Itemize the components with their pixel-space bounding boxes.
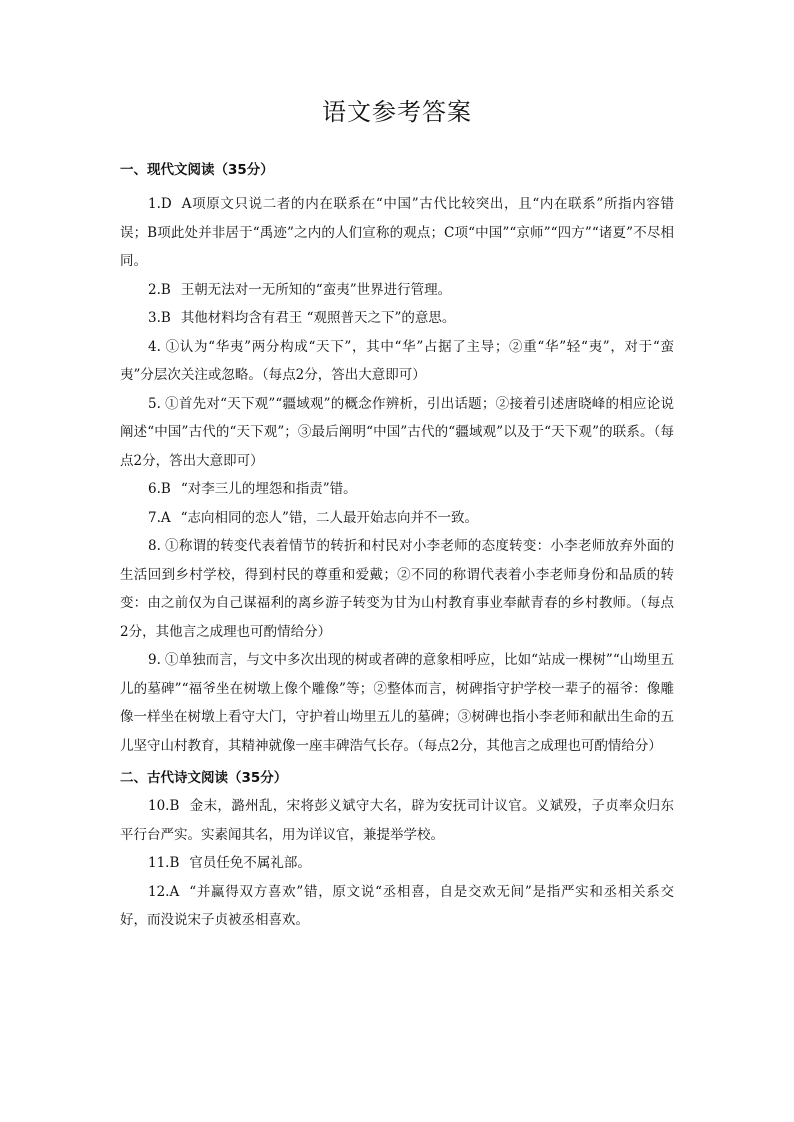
answer-item <box>120 390 674 476</box>
answer-item <box>120 190 674 276</box>
answer-item <box>120 475 674 504</box>
answer-number: 6.B <box>148 481 171 497</box>
answer-text: ①称谓的转变代表着情节的转折和村民对小李老师的态度转变：小李老师放弃外面的生活回到乡村学校，得到村民的尊重和爱戴；②不同的称谓代表着小李老师身份和品质的转变：由之前仅为自己谋福利的离乡游子转变为甘为山村教育事业奉献青春的乡村教师。（每点2分，其他言之成理也可酌情给分） <box>120 538 674 640</box>
answer-item <box>120 878 674 935</box>
answer-item <box>120 333 674 390</box>
section-heading: 二、古代诗文阅读（35分） <box>120 770 288 786</box>
answer-item <box>120 276 674 305</box>
answer-number: 11.B <box>148 855 180 871</box>
page-title: 语文参考答案 <box>322 98 472 126</box>
answer-item <box>120 792 674 849</box>
answer-number: 3.B <box>148 310 171 326</box>
answer-text: 王朝无法对一无所知的“蛮夷”世界进行管理。 <box>180 281 452 298</box>
section-modern-reading <box>120 160 674 760</box>
answer-item <box>120 849 674 878</box>
answer-number: 5. <box>148 395 161 412</box>
answer-text: ①认为“华夷”两分构成“天下”，其中“华”占据了主导；②重“华”轻“夷”，对于“蛮夷”分层次关注或忽略。（每点2分，答出大意即可） <box>120 338 674 383</box>
answer-number: 9. <box>148 652 161 668</box>
answer-text: 其他材料均含有君王 “观照普天之下”的意思。 <box>180 310 456 326</box>
answer-number: 1.D <box>148 196 172 212</box>
answer-item <box>120 304 674 333</box>
answer-number: 2.B <box>148 281 171 298</box>
answer-text: “并赢得双方喜欢”错，原文说“丞相喜，自是交欢无间”是指严实和丞相关系交好，而没说宋子贞被丞相喜欢。 <box>120 883 674 928</box>
answer-number: 12.A <box>148 883 180 900</box>
answer-text: ①首先对“天下观”“疆域观”的概念作辨析，引出话题；②接着引述唐晓峰的相应论说阐述“中国”古代的“天下观”；③最后阐明“中国”古代的“疆域观”以及于“天下观”的联系。（每点2分，答出大意即可） <box>120 395 674 469</box>
answer-text: 金末，潞州乱，宋将彭义斌守大名，辟为安抚司计议官。义斌殁，子贞率众归东平行台严实。实素闻其名，用为详议官，兼提举学校。 <box>120 798 674 843</box>
answer-item <box>120 504 674 533</box>
answer-text: 官员任免不属礼部。 <box>189 855 311 871</box>
answer-number: 4. <box>148 338 161 355</box>
answer-text: “对李三儿的埋怨和指责”错。 <box>180 481 357 497</box>
answer-text: ①单独而言，与文中多次出现的树或者碑的意象相呼应，比如“站成一棵树”“山坳里五儿的墓碑”“福爷坐在树墩上像个雕像”等；②整体而言，树碑指守护学校一辈子的福爷：像雕像一样坐在树墩上看守大门，守护着山坳里五儿的墓碑；③树碑也指小李老师和献出生命的五儿坚守山村教育，其精神就像一座丰碑浩气长存。（每点2分，其他言之成理也可酌情给分） <box>120 652 674 754</box>
answer-text: A项原文只说二者的内在联系在“中国”古代比较突出，且“内在联系”所指内容错误；B项此处并非居于“禹迹”之内的人们宣称的观点；C项“中国”“京师”“四方”“诸夏”不尽相同。 <box>120 196 674 269</box>
answer-text: “志向相同的恋人”错，二人最开始志向并不一致。 <box>180 509 478 526</box>
answer-item <box>120 532 674 646</box>
answer-item <box>120 646 674 760</box>
section-heading: 一、现代文阅读（35分） <box>120 162 274 178</box>
answer-number: 7.A <box>148 509 171 526</box>
answer-number: 10.B <box>148 798 180 814</box>
answer-number: 8. <box>148 538 161 554</box>
section-classical-reading <box>120 768 674 935</box>
